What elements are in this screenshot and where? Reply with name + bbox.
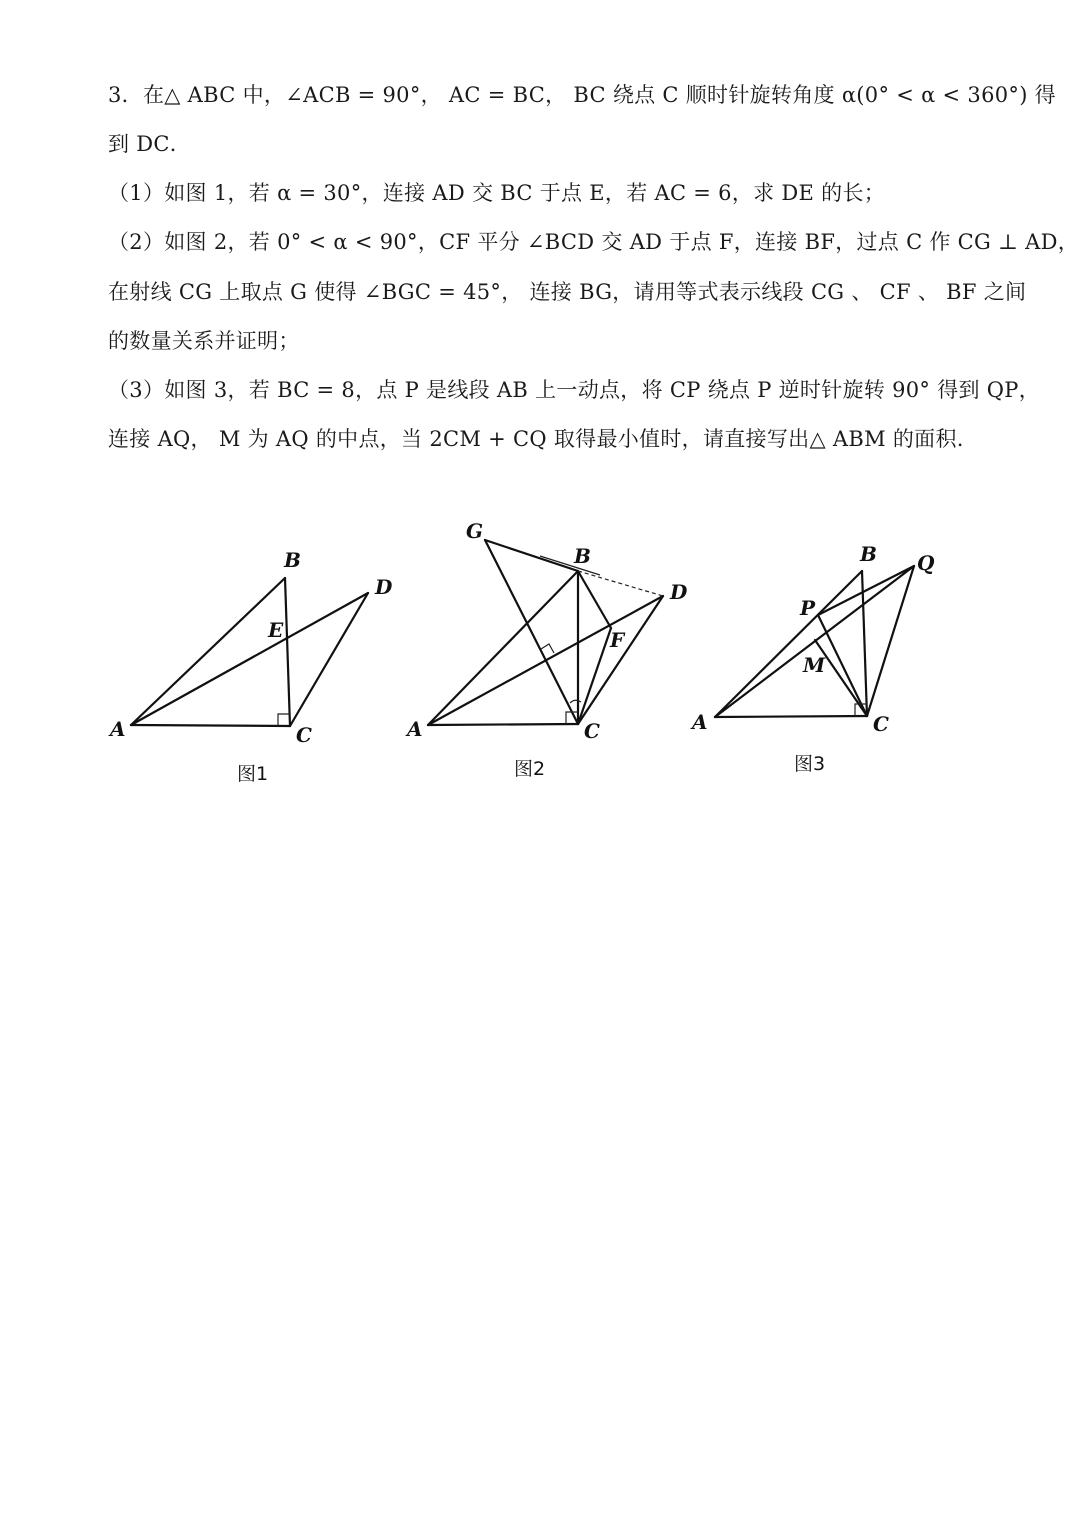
fig2-segment-cg: [485, 540, 578, 724]
fig1-right-angle-mark: [278, 714, 290, 726]
fig1-label-b: B: [284, 548, 301, 572]
fig1-label-a: A: [110, 717, 126, 741]
fig3-label-c: C: [873, 712, 889, 736]
fig3-label-p: P: [800, 596, 816, 620]
fig1-label-c: C: [296, 723, 312, 747]
fig2-angle-arc: [570, 700, 581, 703]
fig3-segment-ac: [715, 716, 867, 717]
fig1-label-d: D: [375, 575, 393, 599]
figure-3: [690, 542, 935, 775]
fig2-segment-dc: [578, 596, 663, 724]
figure-1: [108, 548, 393, 785]
fig2-label-f: F: [610, 628, 625, 652]
problem-part-2: （2）如图 2，若 0° < α < 90°，CF 平分 ∠BCD 交 AD 于点 F，连接 BF，过点 C 作 CG ⊥ AD，: [108, 230, 1080, 254]
figure-2: [405, 519, 688, 780]
problem-part-1: （1）如图 1，若 α = 30°，连接 AD 交 BC 于点 E，若 AC = 6，求 DE 的长；: [108, 181, 886, 205]
fig1-segment-ac: [131, 725, 290, 726]
fig3-segment-ab: [715, 571, 862, 717]
fig3-label-a: A: [692, 710, 708, 734]
fig3-segment-aq: [715, 566, 914, 717]
problem-line-2: 到 DC．: [108, 132, 192, 156]
fig2-label-a: A: [407, 717, 423, 741]
fig2-label-c: C: [584, 719, 600, 743]
problem-part-3-cont: 连接 AQ， M 为 AQ 的中点，当 2CM + CQ 取得最小值时，请直接写出△ ABM 的面积.: [108, 427, 964, 451]
fig2-caption: 图2: [514, 758, 546, 780]
fig3-segment-pq: [818, 566, 914, 615]
fig1-segment-dc: [290, 593, 368, 726]
problem-part-3: （3）如图 3，若 BC = 8，点 P 是线段 AB 上一动点，将 CP 绕点 P 逆时针旋转 90° 得到 QP，: [108, 378, 1041, 402]
fig2-label-d: D: [670, 580, 688, 604]
fig1-caption: 图1: [237, 763, 269, 785]
fig2-segment-ab: [428, 571, 578, 725]
fig3-label-b: B: [860, 542, 877, 566]
fig3-segment-pc: [818, 615, 867, 716]
fig2-label-g: G: [466, 519, 484, 543]
fig2-segment-cf: [578, 628, 611, 724]
fig2-right-angle-mark-g: [541, 644, 554, 653]
fig2-label-b: B: [574, 544, 591, 568]
fig2-segment-ac: [428, 724, 578, 725]
problem-part-2-cont: 在射线 CG 上取点 G 使得 ∠BGC = 45°， 连接 BG，请用等式表示线段 CG 、 CF 、 BF 之间: [108, 280, 1027, 304]
fig3-label-q: Q: [917, 551, 935, 575]
problem-part-2-end: 的数量关系并证明；: [108, 329, 300, 353]
fig2-ray-extension: [540, 556, 600, 575]
problem-line-1: 3．在△ ABC 中，∠ACB = 90°， AC = BC， BC 绕点 C 顺时针旋转角度 α(0° < α < 360°) 得: [108, 83, 1056, 107]
fig1-segment-bc: [285, 578, 290, 726]
fig3-caption: 图3: [794, 753, 826, 775]
fig1-label-e: E: [268, 618, 284, 642]
fig3-segment-qc: [867, 566, 914, 716]
fig3-label-m: M: [803, 653, 826, 677]
